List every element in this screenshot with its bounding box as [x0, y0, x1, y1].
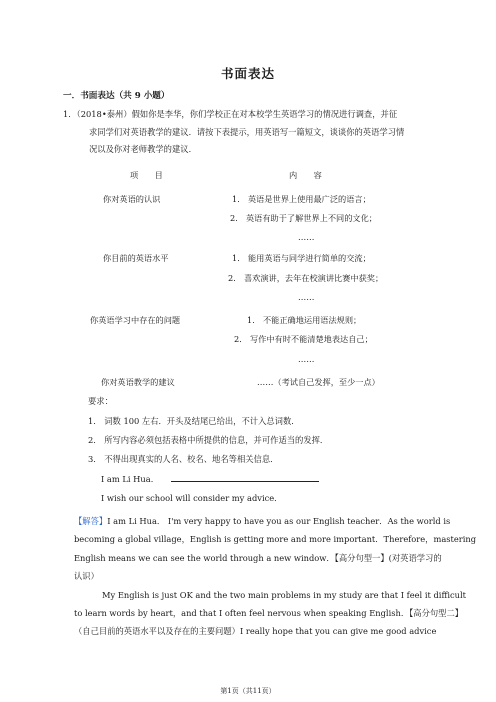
table-cell-ellipsis: …… — [298, 232, 315, 242]
table-row-item: 你英语学习中存在的问题 — [90, 315, 181, 325]
question-line: 求同学们对英语教学的建议．请按下表提示，用英语写一篇短文，谈谈你的英语学习情 — [89, 126, 405, 137]
table-cell: 1． 能用英语与同学进行简单的交流； — [232, 253, 371, 263]
table-cell-ellipsis: …… — [298, 292, 315, 302]
requirement-item: 1． 词数 100 左右．开头及结尾已给出，不计入总词数． — [88, 416, 300, 426]
table-header-item: 项 目 — [130, 170, 163, 180]
essay-opening — [101, 473, 319, 485]
answer-block — [74, 512, 477, 641]
opening-text: I am Li Hua． — [101, 474, 159, 484]
table-cell: 2． 英语有助于了解世界上不同的文化； — [230, 213, 377, 223]
answer-line: 认识） — [74, 571, 99, 582]
answer-line: （自己目前的英语水平以及存在的主要问题）I really hope that you can give me good advice — [74, 626, 437, 637]
table-header-content: 内 容 — [289, 170, 322, 180]
requirement-item: 3． 不得出现真实的人名、校名、地名等相关信息． — [88, 454, 279, 464]
question-prompt — [63, 106, 443, 159]
table-row-item: 你对英语的认识 — [103, 194, 161, 204]
essay-closing: I wish our school will consider my advice． — [101, 493, 283, 503]
page-title: 书面表达 — [220, 66, 275, 81]
answer-line: to learn words by heart，and that I often feel nervous when speaking English．【高分句型二】 — [74, 608, 464, 619]
page-footer: 第1页（共11页） — [220, 687, 276, 695]
table-cell-ellipsis: …… — [298, 354, 315, 364]
table-cell: 2． 喜欢演讲，去年在校演讲比赛中获奖； — [228, 273, 384, 283]
requirements-label: 要求： — [88, 396, 113, 406]
requirement-item: 2． 所写内容必须包括表格中所提供的信息，并可作适当的发挥． — [88, 435, 329, 445]
table-cell: 1． 不能正确地运用语法规则； — [247, 315, 362, 325]
answer-tag: 【解答】 — [74, 516, 108, 526]
section-heading: 一．书面表达（共 9 小题） — [63, 91, 170, 101]
table-cell: 2． 写作中有时不能清楚地表达自己； — [234, 334, 373, 344]
question-line: 1．（2018•泰州）假如你是李华，你们学校正在对本校学生英语学习的情况进行调查，并征 — [63, 109, 398, 119]
table-row-item: 你对英语教学的建议 — [101, 377, 175, 387]
table-cell: ……（考试自己发挥，至少一点） — [257, 377, 380, 387]
answer-line: English means we can see the world through a new window．【高分句型一】(对英语学习的 — [74, 552, 442, 563]
answer-line: My English is just OK and the two main problems in my study are that I feel it difficult — [102, 589, 466, 600]
answer-blank — [171, 473, 319, 482]
answer-line: 【解答】I am Li Hua． I'm very happy to have you as our English teacher．As the world is — [74, 516, 451, 526]
table-row-item: 你目前的英语水平 — [103, 253, 169, 263]
question-line: 况以及你对老师教学的建议． — [89, 144, 197, 155]
answer-line: becoming a global village，English is getting more and more important．Therefore，mastering — [74, 534, 477, 545]
table-cell: 1． 英语是世界上使用最广泛的语言； — [232, 194, 371, 204]
